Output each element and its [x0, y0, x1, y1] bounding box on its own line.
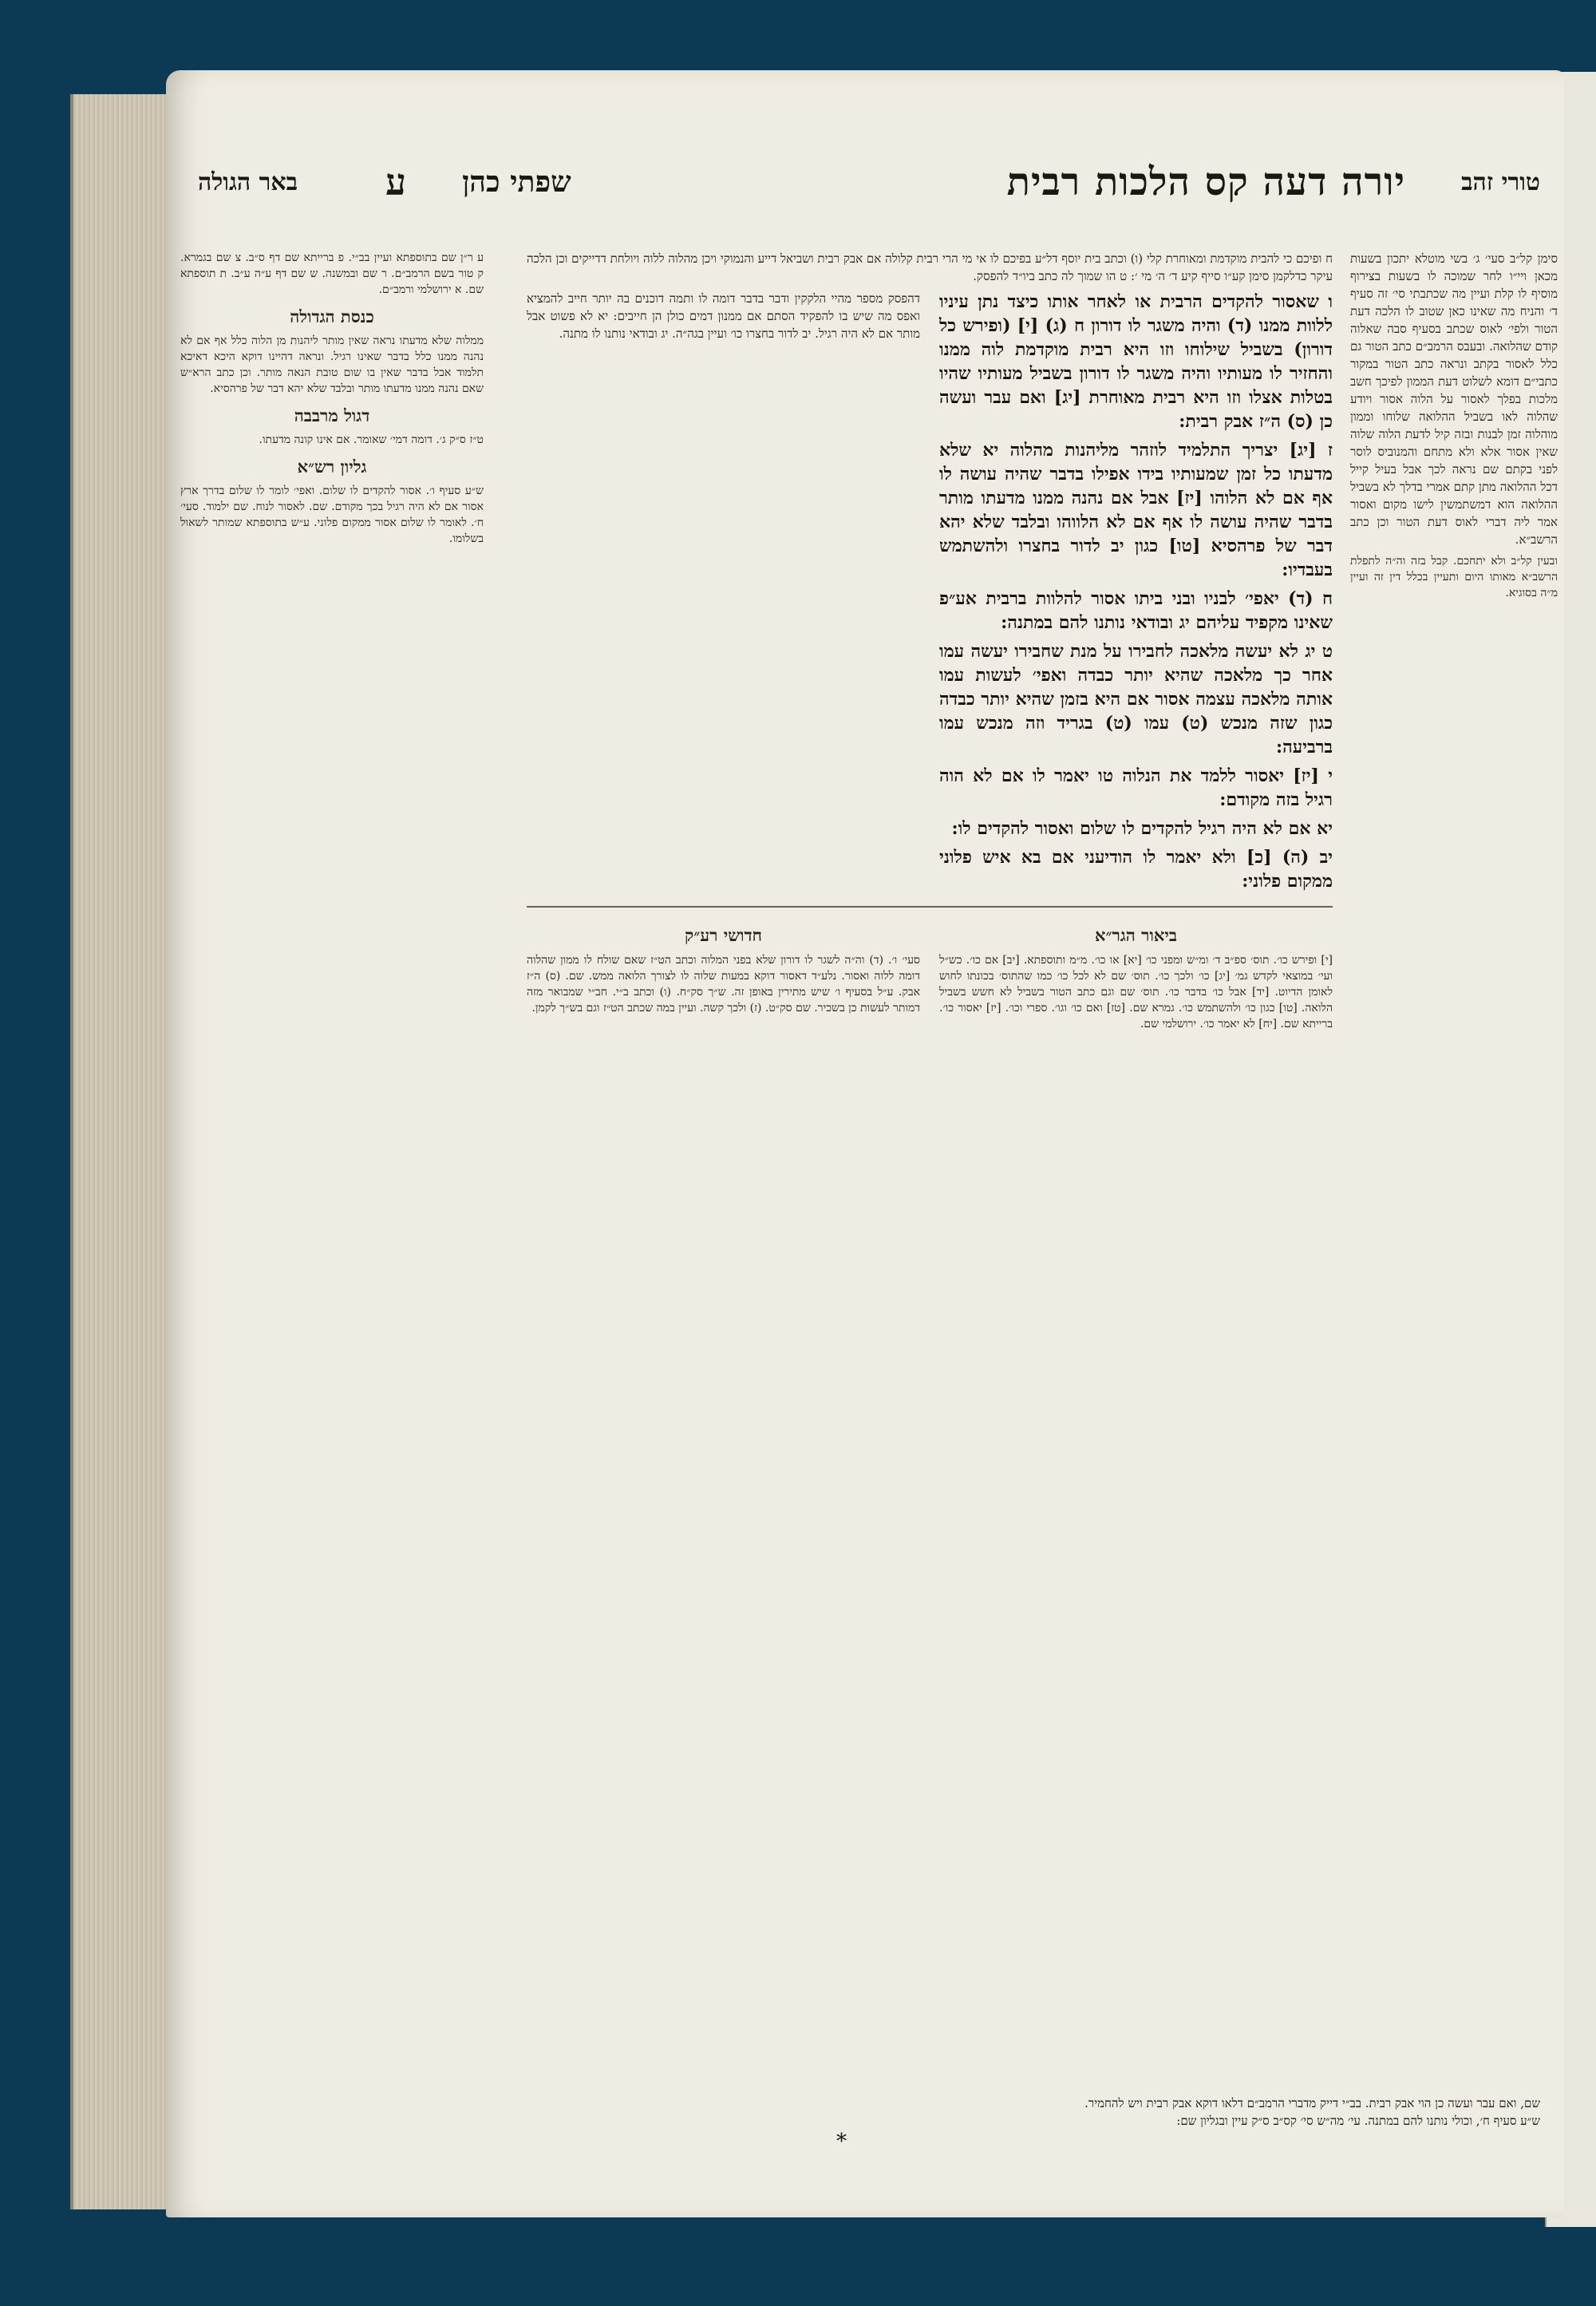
- chidushei-text: סעי׳ ו׳. (ד) וה״ה לשגר לו דורון שלא בפני המלוה וכתב הט״ז שאם שולח לו ממון שהלוה דומה ללוה ואסור. נלע״ד דאסור דוקא במעות שלוה לו לצורך הלואה ממש. שם. (ס) ה״ז אבק. ע״ל בסעיף ו׳ שיש מתירין באופן זה. ש״ך סק״ח. (ו) וכתב ב״י. חב״י שמבואר מזה דמותר לעשות כן בשכיר. שם סק״ט. (ז) ולכך קשה. ועיין במה שכתב הט״ז וגם בש״ך לקמן.: [527, 954, 920, 1015]
- page-header: [198, 142, 1540, 222]
- header-left-group: [198, 160, 571, 204]
- turei-zahav-side-text: ובעין קל״ב ולא יתחכם. קבל בזה וה״ה לתפלת הרשב״א מאותו היום ותעיין בכלל דין זה ועיין מ״ה בסוגיא.: [1350, 555, 1558, 599]
- header-siftei-kohen: שפתי כהן: [462, 165, 571, 199]
- paragraph-8: ח (ד) יאפי׳ לבניו ובני ביתו אסור להלוות ברבית אע״פ שאינו מקפיד עליהם יג ובודאי נותנו להם במתנה:: [939, 588, 1333, 633]
- knesset-text: ממלוה שלא מדעתו נראה שאין מותר ליהנות מן הלוה כלל אף אם לא נהנה ממנו כלל בדבר שאינו רגיל. ונראה דהיינו דוקא היכא דאיכא תלמוד אבל בדבר שאין בו שום טובת הנאה מותר. וכן כתב הרא״ש שאם נהנה ממנו מדעתו מותר ובלבד שלא יהא דבר של פרהסיא.: [180, 334, 484, 395]
- paragraph-11: יא אם לא היה רגיל להקדים לו שלום ואסור להקדים לו:: [951, 818, 1333, 839]
- beur-hagra-text: [י] ופירש כו׳. תוס׳ ספ״ב ד׳ ומ״ש ומפני כו׳ [יא] או כו׳. מ״מ ותוספתא. [יב] אם כו׳. כש״ל ועי׳ במוצאי לקדש גמ׳ [יג] כו׳ ולכך כו׳. תוס׳ שם לא לכל כו׳ כמו שהתוס׳ בכונתו לחוש לאומן הדיוט. [יד] אבל כו׳ בדבר כו׳. תוס׳ שם וגם כתב הטור בשביל לא חשש בשביל הלואה. [טו] כגון כו׳ ולהשתמש כו׳. גמרא שם. [טז] ואם כו׳ וגו׳. ספרי וכו׳. [יז] יאסור כו׳. ברייתא שם. [יח] לא יאמר כו׳. ירושלמי שם.: [939, 954, 1333, 1030]
- dagul-text: ט״ז ס״ק ג׳. דומה דמי׳ שאומר. אם אינו קונה מדעתו.: [259, 433, 484, 446]
- header-page-letter: ע: [385, 160, 407, 204]
- left-margin-column: [180, 250, 484, 2086]
- paragraph-10: י [יז] יאסור ללמד את הנלוה טו יאמר לו אם לא הוה רגיל בזה מקודם:: [939, 765, 1333, 810]
- shakh-main-text: דהפסק מספר מהיי הלקקין ודבר בדבר דומה לו ותמה דוכנים בה יותר חייב להמציא ואפס מה שיש בו להפקיד הסתם אם ממנון דמים כולן הן חייבים: יא לא פשוט אבל מותר אם לא היה רגיל. יב לדור בחצרו כו׳ ועיין בגה״ה. יג ובודאי נותנו לו מתנה.: [527, 291, 920, 341]
- footer-line-1: שם, ואם עבר ועשה כן הוי אבק רבית. בב״י דייק מדברי הרמב״ם דלאו דוקא אבק רבית ויש להחמיר.: [1084, 2096, 1540, 2110]
- paragraph-7: ז [יג] יצריך התלמיד לוזהר מליהנות מהלוה יא שלא מדעתו כל זמן שמעותיו בידו אפילו בדבר שהיה עושה לו אף אם לא הלוהו [יז] אבל אם נהנה ממנו מדעתו מותר בדבר שהיה עושה לו אף אם לא הלווהו ובלבד שלא יהא דבר של פרהסיא [טו] כגון יב לדור בחצרו ולהשתמש בעבדיו:: [939, 440, 1333, 580]
- turei-zahav-text: סימן קל״ב סעי׳ ג׳ בשי מוטלא יתכון בשעות מכאן ויי״ו לחר שמוכה לו בשעות בצירוף מוסיף לו קלת ועיין מה שכתבתי סי׳ זה סעיף ד׳ והניח מה שאינו כאן שטוב לו הלכה דעת הטור ולפי׳ לאוס שכתב בסעיף סבה שאלוה קודם שהלואה. ובעבס הרמב״ם כתב הטור גם כלל לאסור בקתב ונראה כתב הטור במקור כתבי״ם דומא לשלוט דעת הממון לפיכך חשב מלכות בפלך לאסור על הלוה אסור ויודע שהלוה לאו בשביל ההלואה שלוחו וממון מוהלוה זמן לבנות ובזה קיל לדעת הלוה שלוה שאין אסור אלא ולא מתחם והמנוביס לוסר לפני בקתם שם נראה לכך אבל בעיל קייל דכל ההלואה מתן קתם אמרי בדלך לא בשביל ההלואה הוא דמשתמשין לישו מקום ואסור אמר ליה דברי לאוס דעת הטור וכן כתב הרשב״א.: [1350, 251, 1558, 547]
- header-right-group: [1007, 160, 1540, 204]
- main-text-right: [939, 290, 1333, 898]
- header-title: יורה דעה קס הלכות רבית: [1006, 160, 1406, 204]
- signature-star: *: [836, 2130, 847, 2154]
- shakh-top-note: ח ופיכם כי להבית מוקדמת ומאוחרת קלי (ו) וכתב בית יוסף דל״ע בפיכם לו אי מי הרי רבית קלולה אם אבק רבית ושביאל דייע והנמוקי ויכן מהלוה ללוה ויולחת דדייקים וכן הלכה עיקר כדלקמן סימן קע״ו סייף קיע ד׳ ה׳ מי ׳: ט הו שמוך לה כתב ביו״ד להפסק.: [527, 251, 1333, 283]
- beur-hagra-section: [939, 916, 1333, 1037]
- page-footer: [501, 2094, 1540, 2130]
- knesset-title: כנסת הגדולה: [290, 307, 374, 326]
- shakh-column: [527, 290, 920, 898]
- beer-hagola-text: ע ר״ן שם בתוספתא ועיין בב״י. פ ברייתא שם דף ס״ב. צ שם בגמרא. ק טור בשם הרמב״ם. ר שם ובמשנה. ש שם דף ע״ה ע״ב. ת תוספתא שם. א ירושלמי ורמב״ם.: [180, 251, 484, 296]
- dagul-title: דגול מרבבה: [294, 405, 370, 425]
- gilyon-title: גליון רש״א: [297, 457, 367, 477]
- chidushei-section: [527, 916, 920, 1037]
- main-text-split: [527, 290, 1333, 898]
- footer-line-2: ש״ע סעיף ח׳, וכולי נותנו להם במתנה. עי׳ מה״ש סי׳ קס״ב ס״ק עיין ובגליון שם:: [1176, 2114, 1540, 2128]
- turei-zahav-column: [1350, 250, 1564, 2221]
- header-beer-hagola: באר הגולה: [198, 168, 298, 196]
- beur-hagra-title: ביאור הגר״א: [1095, 925, 1177, 945]
- section-divider: [527, 906, 1333, 908]
- paragraph-12: יב (ה) [כ] ולא יאמר לו הודיעני אם בא איש פלוני ממקום פלוני:: [939, 847, 1333, 892]
- paragraph-6: ו שאסור להקדים הרבית או לאחר אותו כיצד נתן עיניו ללוות ממנו (ד) והיה משגר לו דורון ח (ג) [י] (ופירש כל דורון) בשביל שילוחו וזו היא רבית מוקדמת לוה ממנו והחזיר לו מעותיו והיה משגר לו דורון בשביל מעותיו שהיו בטלות אצלו וזו היא רבית מאוחרת [יג] ואם עבר ועשה כן (ס) ה״ז אבק רבית:: [939, 291, 1333, 432]
- gilyon-text: ש״ע סעיף ו׳. אסור להקדים לו שלום. ואפי׳ לומר לו שלום בדרך ארץ אסור אם לא היה רגיל בכך מקודם. שם. לאסור לנוח. שם ילמוד. סעי׳ ח׳. לאומר לו שלום אסור ממקום פלוני. ע״ש בתוספתא שמותר לשאול בשלומו.: [180, 485, 484, 545]
- commentary-split: [527, 916, 1333, 1037]
- main-text-block: [527, 250, 1333, 2181]
- book-page: [166, 70, 1564, 2217]
- chidushei-title: חדושי רע״ק: [684, 925, 762, 945]
- paragraph-9: ט יג לא יעשה מלאכה לחבירו על מנת שחבירו יעשה עמו אחר כך מלאכה שהיא יותר כבדה ואפי׳ לעשות עמו אותה מלאכה עצמה אסור אם היא בזמן שהיא יותר כבדה כגון שזה מנכש (ט) עמו (ט) בגריד וזה מנכש עמו ברביעה:: [939, 641, 1333, 757]
- header-turei-zahav: טורי זהב: [1461, 168, 1540, 196]
